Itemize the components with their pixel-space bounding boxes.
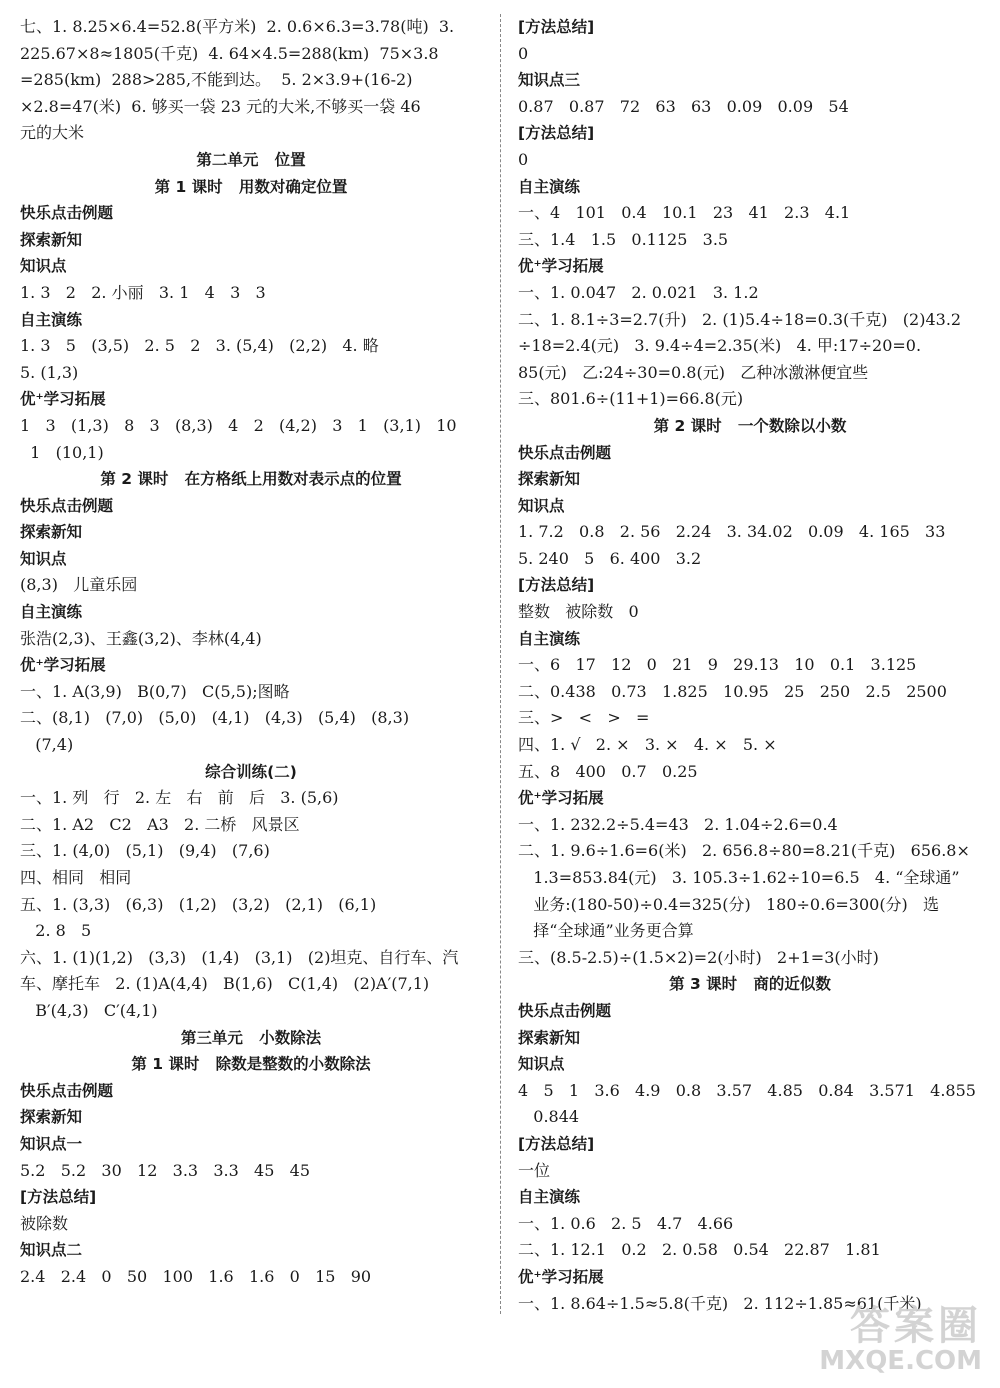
- section-heading: 第 1 课时 除数是整数的小数除法: [131, 1055, 371, 1074]
- section-heading: 知识点二: [20, 1241, 83, 1260]
- section-heading: 优⁺学习拓展: [518, 789, 604, 808]
- section-heading: 探索新知: [20, 230, 83, 249]
- answer-line: 三、801.6÷(11+1)=66.8(元): [518, 389, 744, 409]
- answer-line: 1. 7.2 0.8 2. 56 2.24 3. 34.02 0.09 4. 165 33: [518, 522, 946, 542]
- section-heading: 优⁺学习拓展: [518, 257, 604, 276]
- answer-line: 一、1. 0.047 2. 0.021 3. 1.2: [518, 282, 759, 302]
- section-heading: 自主演练: [20, 310, 83, 329]
- answer-line: 1 (10,1): [20, 442, 104, 462]
- right-column: [518, 14, 982, 1317]
- section-heading: 快乐点击例题: [20, 1081, 114, 1100]
- answer-line: 1. 3 5 (3,5) 2. 5 2 3. (5,4) (2,2) 4. 略: [20, 336, 379, 356]
- answer-line: 1 3 (1,3) 8 3 (8,3) 4 2 (4,2) 3 1 (3,1) 10: [20, 415, 457, 435]
- answer-line: (8,3) 儿童乐园: [20, 575, 138, 595]
- section-heading: [方法总结]: [518, 576, 595, 595]
- answer-line: 2.4 2.4 0 50 100 1.6 1.6 0 15 90: [20, 1266, 372, 1286]
- answer-line: 5.2 5.2 30 12 3.3 3.3 45 45: [20, 1160, 311, 1180]
- answer-line: 5. (1,3): [20, 362, 79, 382]
- answer-line: 一位: [518, 1160, 551, 1180]
- answer-line: 一、1. A(3,9) B(0,7) C(5,5);图略: [20, 681, 290, 701]
- section-heading: 知识点: [518, 496, 565, 515]
- section-heading: 探索新知: [518, 470, 581, 489]
- answer-line: ×2.8=47(米) 6. 够买一袋 23 元的大米,不够买一袋 46: [20, 96, 421, 116]
- answer-line: 225.67×8≈1805(千克) 4. 64×4.5=288(km) 75×3.8: [20, 43, 439, 63]
- answer-line: (7,4): [20, 735, 74, 755]
- section-heading: 自主演练: [518, 177, 581, 196]
- answer-line: 张浩(2,3)、王鑫(3,2)、李林(4,4): [20, 628, 262, 648]
- answer-line: 六、1. (1)(1,2) (3,3) (1,4) (3,1) (2)坦克、自行车、汽: [20, 947, 459, 967]
- page-footer-marks: [140, 1334, 460, 1344]
- answer-line: 元的大米: [20, 123, 85, 143]
- answer-line: 4 5 1 3.6 4.9 0.8 3.57 4.85 0.84 3.571 4.855: [518, 1080, 976, 1100]
- answer-line: 一、1. 0.6 2. 5 4.7 4.66: [518, 1213, 734, 1233]
- section-heading: 优⁺学习拓展: [20, 656, 106, 675]
- answer-line: 三、1.4 1.5 0.1125 3.5: [518, 229, 729, 249]
- section-heading: 快乐点击例题: [20, 204, 114, 223]
- answer-line: 二、(8,1) (7,0) (5,0) (4,1) (4,3) (5,4) (8,3): [20, 708, 410, 728]
- left-column: [20, 14, 482, 1291]
- watermark-text: 答案圈: [850, 1303, 982, 1349]
- answer-line: 五、8 400 0.7 0.25: [518, 761, 698, 781]
- section-heading: 快乐点击例题: [518, 443, 612, 462]
- answer-line: 四、相同 相同: [20, 868, 132, 887]
- answer-line: 1.3=853.84(元) 3. 105.3÷1.62÷10=6.5 4. “全球通”: [518, 868, 960, 887]
- answer-line: 一、1. 列 行 2. 左 右 前 后 3. (5,6): [20, 788, 339, 808]
- section-heading: [方法总结]: [518, 1134, 595, 1153]
- answer-line: 业务:(180-50)÷0.4=325(分) 180÷0.6=300(分) 选: [518, 894, 940, 914]
- answer-line: 0.844: [518, 1107, 580, 1127]
- section-heading: 知识点三: [518, 71, 581, 90]
- watermark-url: MXQE.COM: [819, 1346, 982, 1376]
- answer-line: 择“全球通”业务更合算: [518, 921, 694, 941]
- section-heading: 第 3 课时 商的近似数: [669, 975, 831, 994]
- answer-line: 七、1. 8.25×6.4=52.8(平方米) 2. 0.6×6.3=3.78(吨) 3.: [20, 17, 455, 36]
- answer-line: 0: [518, 43, 529, 63]
- section-heading: 优⁺学习拓展: [20, 390, 106, 409]
- section-heading: 自主演练: [518, 629, 581, 648]
- answer-line: 二、0.438 0.73 1.825 10.95 25 250 2.5 2500: [518, 681, 947, 701]
- answer-line: 二、1. 8.1÷3=2.7(升) 2. (1)5.4÷18=0.3(千克) (2)43.2: [518, 309, 962, 329]
- answer-line: 三、(8.5-2.5)÷(1.5×2)=2(小时) 2+1=3(小时): [518, 947, 879, 967]
- watermark-logo: [742, 1303, 982, 1376]
- answer-line: 0.87 0.87 72 63 63 0.09 0.09 54: [518, 96, 849, 116]
- section-heading: 知识点: [20, 549, 67, 568]
- section-heading: 第三单元 小数除法: [180, 1028, 322, 1047]
- answer-line: 一、4 101 0.4 10.1 23 41 2.3 4.1: [518, 203, 851, 223]
- section-heading: 自主演练: [518, 1188, 581, 1207]
- answer-line: 车、摩托车 2. (1)A(4,4) B(1,6) C(1,4) (2)A′(7,1): [20, 974, 430, 994]
- section-heading: 知识点一: [20, 1134, 83, 1153]
- section-heading: 自主演练: [20, 603, 83, 622]
- section-heading: [方法总结]: [20, 1188, 97, 1207]
- answer-line: 一、1. 232.2÷5.4=43 2. 1.04÷2.6=0.4: [518, 814, 838, 834]
- answer-line: 三、1. (4,0) (5,1) (9,4) (7,6): [20, 841, 270, 861]
- section-heading: 探索新知: [518, 1028, 581, 1047]
- answer-line: 0: [518, 149, 529, 169]
- answer-line: 二、1. 9.6÷1.6=6(米) 2. 656.8÷80=8.21(千克) 656.8×: [518, 841, 970, 861]
- section-heading: [方法总结]: [518, 18, 595, 36]
- section-heading: 第 1 课时 用数对确定位置: [154, 177, 348, 196]
- section-heading: 第二单元 位置: [196, 150, 306, 169]
- answer-line: 一、6 17 12 0 21 9 29.13 10 0.1 3.125: [518, 655, 917, 675]
- section-heading: 探索新知: [20, 1108, 83, 1127]
- section-heading: 快乐点击例题: [20, 496, 114, 515]
- answer-line: 整数 被除数 0: [518, 602, 639, 622]
- section-heading: 知识点: [518, 1055, 565, 1074]
- answer-line: B′(4,3) C′(4,1): [20, 1000, 158, 1020]
- section-heading: 快乐点击例题: [518, 1001, 612, 1020]
- answer-line: 1. 3 2 2. 小丽 3. 1 4 3 3: [20, 282, 266, 302]
- answer-line: 三、> < > =: [518, 708, 650, 728]
- section-heading: 综合训练(二): [205, 762, 297, 781]
- answer-line: 一、1. 8.64÷1.5≈5.8(千克) 2. 112÷1.85≈61(千米): [518, 1293, 922, 1313]
- answer-line: 85(元) 乙:24÷30=0.8(元) 乙种冰激淋便宜些: [518, 362, 869, 382]
- answer-line: 2. 8 5: [20, 921, 92, 941]
- answer-line: 5. 240 5 6. 400 3.2: [518, 548, 702, 568]
- section-heading: 探索新知: [20, 523, 83, 542]
- answer-line: 五、1. (3,3) (6,3) (1,2) (3,2) (2,1) (6,1): [20, 894, 377, 914]
- column-divider: [500, 14, 501, 1314]
- answer-line: ÷18=2.4(元) 3. 9.4÷4=2.35(米) 4. 甲:17÷20=0.: [518, 336, 922, 356]
- section-heading: 优⁺学习拓展: [518, 1267, 604, 1286]
- answer-line: =285(km) 288>285,不能到达。 5. 2×3.9+(16-2): [20, 70, 413, 90]
- answer-line: 二、1. A2 C2 A3 2. 二桥 风景区: [20, 814, 300, 834]
- section-heading: 第 2 课时 一个数除以小数: [653, 416, 847, 435]
- answer-line: 二、1. 12.1 0.2 2. 0.58 0.54 22.87 1.81: [518, 1240, 881, 1260]
- section-heading: [方法总结]: [518, 124, 595, 143]
- answer-line: 被除数: [20, 1213, 69, 1233]
- section-heading: 知识点: [20, 257, 67, 276]
- answer-line: 四、1. √ 2. × 3. × 4. × 5. ×: [518, 735, 777, 755]
- section-heading: 第 2 课时 在方格纸上用数对表示点的位置: [100, 470, 402, 489]
